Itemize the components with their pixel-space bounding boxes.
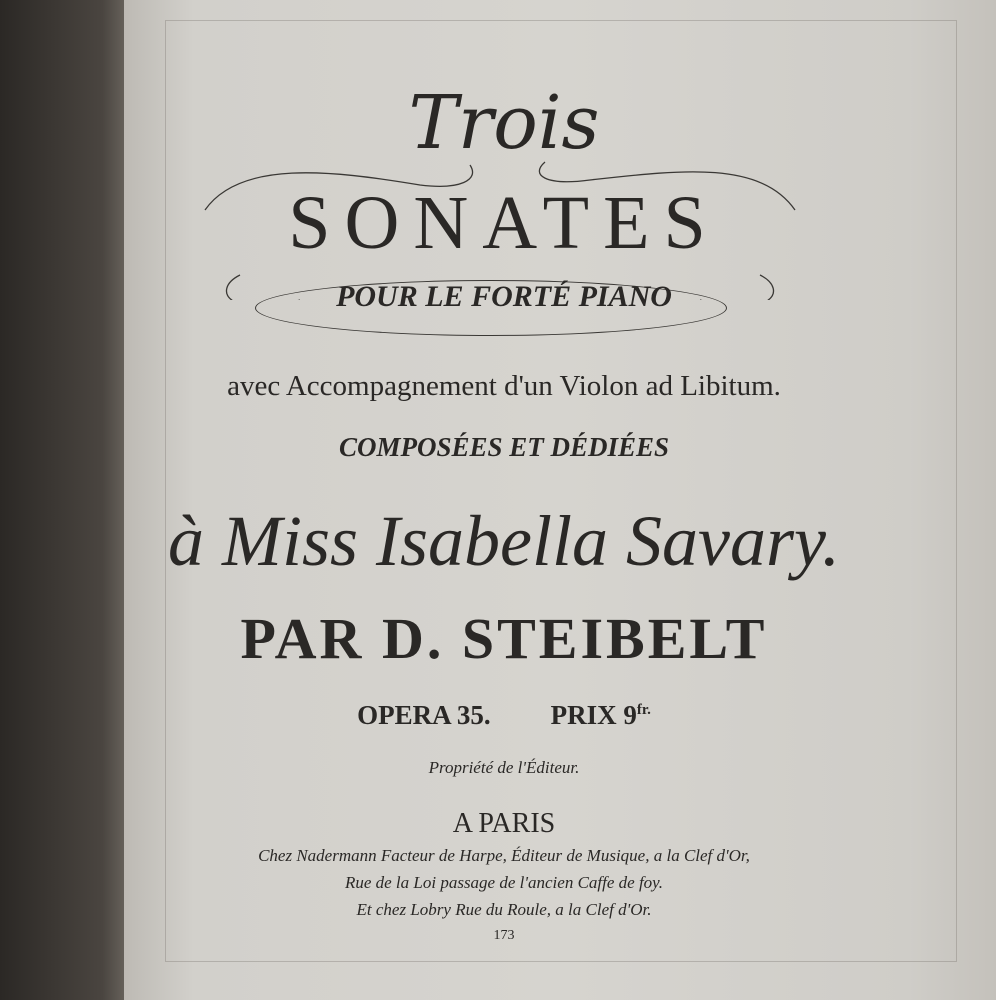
property-line: Propriété de l'Éditeur.: [428, 758, 580, 777]
composed-line: COMPOSÉES ET DÉDIÉES: [338, 432, 670, 462]
accompaniment-line: avec Accompagnement d'un Violon ad Libitum.: [227, 370, 781, 402]
publisher-line: Et chez Lobry Rue du Roule, a la Clef d'Or.: [356, 900, 652, 919]
opus-price-line: [124, 700, 884, 731]
plate-number: 173: [493, 928, 515, 943]
publisher-line: Chez Nadermann Facteur de Harpe, Éditeur de Musique, a la Clef d'Or,: [258, 846, 750, 865]
dedicatee-line: à Miss Isabella Savary.: [168, 501, 840, 581]
city-line: A PARIS: [452, 808, 556, 839]
opus-number: OPERA 35.: [357, 700, 491, 730]
instrument-line: POUR LE FORTÉ PIANO: [336, 280, 672, 313]
composer-line: PAR D. STEIBELT: [240, 606, 768, 671]
price-value: PRIX 9: [550, 700, 637, 730]
publisher-line: Rue de la Loi passage de l'ancien Caffe de foy.: [344, 873, 664, 892]
price: [551, 700, 651, 730]
price-unit: fr.: [636, 702, 651, 718]
title-sonates: SONATES: [288, 181, 720, 265]
title-trois: Trois: [408, 80, 600, 166]
